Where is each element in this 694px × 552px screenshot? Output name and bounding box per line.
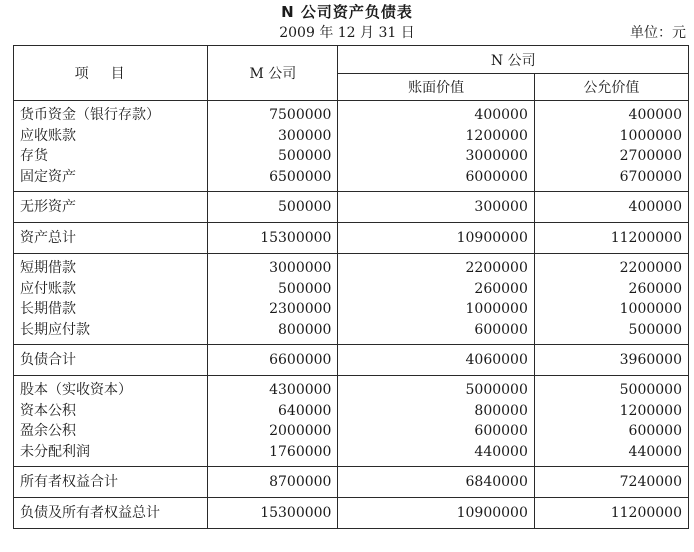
cell-fair-value: 400000: [534, 101, 688, 126]
cell-book-value: 1000000: [338, 299, 534, 320]
cell-book-value: 600000: [338, 421, 534, 442]
cell-fair-value: 600000: [534, 421, 688, 442]
table-body: [14, 101, 689, 529]
cell-fair-value: 1000000: [534, 126, 688, 147]
cell-item: 固定资产: [14, 167, 208, 192]
cell-book-value: 300000: [338, 192, 534, 223]
cell-item: 所有者权益合计: [14, 467, 208, 498]
cell-m-company: 300000: [208, 126, 338, 147]
cell-book-value: 10900000: [338, 498, 534, 529]
cell-m-company: 1760000: [208, 442, 338, 467]
header-item: 项目: [14, 46, 208, 101]
table-row: [14, 223, 689, 254]
cell-fair-value: 1200000: [534, 401, 688, 422]
cell-book-value: 600000: [338, 320, 534, 345]
cell-m-company: 6600000: [208, 345, 338, 376]
cell-fair-value: 2200000: [534, 254, 688, 279]
header-fair-value: 公允价值: [534, 74, 688, 101]
cell-item: 负债及所有者权益总计: [14, 498, 208, 529]
table-row: [14, 299, 689, 320]
cell-book-value: 3000000: [338, 146, 534, 167]
table-header: [14, 46, 689, 101]
header-n-company: N 公司: [338, 46, 689, 74]
table-row: [14, 279, 689, 300]
header-m-company: M 公司: [208, 46, 338, 101]
cell-book-value: 800000: [338, 401, 534, 422]
cell-m-company: 15300000: [208, 498, 338, 529]
cell-fair-value: 400000: [534, 192, 688, 223]
table-row: [14, 401, 689, 422]
cell-fair-value: 11200000: [534, 223, 688, 254]
table-row: [14, 376, 689, 401]
cell-item: 资本公积: [14, 401, 208, 422]
document-title: N 公司资产负债表: [281, 3, 413, 21]
cell-item: 未分配利润: [14, 442, 208, 467]
cell-book-value: 6840000: [338, 467, 534, 498]
table-row: [14, 345, 689, 376]
cell-fair-value: 5000000: [534, 376, 688, 401]
cell-m-company: 500000: [208, 146, 338, 167]
cell-m-company: 2300000: [208, 299, 338, 320]
cell-book-value: 10900000: [338, 223, 534, 254]
cell-m-company: 500000: [208, 192, 338, 223]
cell-book-value: 6000000: [338, 167, 534, 192]
cell-item: 长期借款: [14, 299, 208, 320]
cell-m-company: 2000000: [208, 421, 338, 442]
table-row: [14, 101, 689, 126]
cell-item: 无形资产: [14, 192, 208, 223]
table-row: [14, 192, 689, 223]
report-date: 2009 年 12 月 31 日: [279, 25, 415, 41]
cell-m-company: 3000000: [208, 254, 338, 279]
cell-m-company: 800000: [208, 320, 338, 345]
cell-book-value: 440000: [338, 442, 534, 467]
cell-fair-value: 500000: [534, 320, 688, 345]
table-row: [14, 320, 689, 345]
table-row: [14, 146, 689, 167]
cell-fair-value: 11200000: [534, 498, 688, 529]
cell-m-company: 640000: [208, 401, 338, 422]
cell-m-company: 4300000: [208, 376, 338, 401]
cell-item: 资产总计: [14, 223, 208, 254]
cell-item: 长期应付款: [14, 320, 208, 345]
table-row: [14, 442, 689, 467]
cell-item: 短期借款: [14, 254, 208, 279]
cell-fair-value: 440000: [534, 442, 688, 467]
currency-unit: 单位：元: [630, 25, 686, 41]
table-row: [14, 126, 689, 147]
table-row: [14, 167, 689, 192]
cell-m-company: 6500000: [208, 167, 338, 192]
cell-fair-value: 6700000: [534, 167, 688, 192]
balance-sheet-table: [13, 45, 689, 529]
cell-book-value: 400000: [338, 101, 534, 126]
cell-fair-value: 2700000: [534, 146, 688, 167]
cell-m-company: 15300000: [208, 223, 338, 254]
cell-item: 负债合计: [14, 345, 208, 376]
cell-item: 货币资金（银行存款）: [14, 101, 208, 126]
header-book-value: 账面价值: [338, 74, 534, 101]
cell-m-company: 7500000: [208, 101, 338, 126]
cell-book-value: 1200000: [338, 126, 534, 147]
cell-item: 存货: [14, 146, 208, 167]
cell-item: 应收账款: [14, 126, 208, 147]
cell-fair-value: 7240000: [534, 467, 688, 498]
cell-item: 应付账款: [14, 279, 208, 300]
cell-book-value: 4060000: [338, 345, 534, 376]
table-row: [14, 498, 689, 529]
cell-m-company: 8700000: [208, 467, 338, 498]
cell-fair-value: 1000000: [534, 299, 688, 320]
cell-item: 盈余公积: [14, 421, 208, 442]
table-row: [14, 254, 689, 279]
cell-fair-value: 3960000: [534, 345, 688, 376]
cell-book-value: 260000: [338, 279, 534, 300]
cell-book-value: 2200000: [338, 254, 534, 279]
table-row: [14, 467, 689, 498]
table-row: [14, 421, 689, 442]
cell-item: 股本（实收资本）: [14, 376, 208, 401]
cell-fair-value: 260000: [534, 279, 688, 300]
cell-book-value: 5000000: [338, 376, 534, 401]
cell-m-company: 500000: [208, 279, 338, 300]
